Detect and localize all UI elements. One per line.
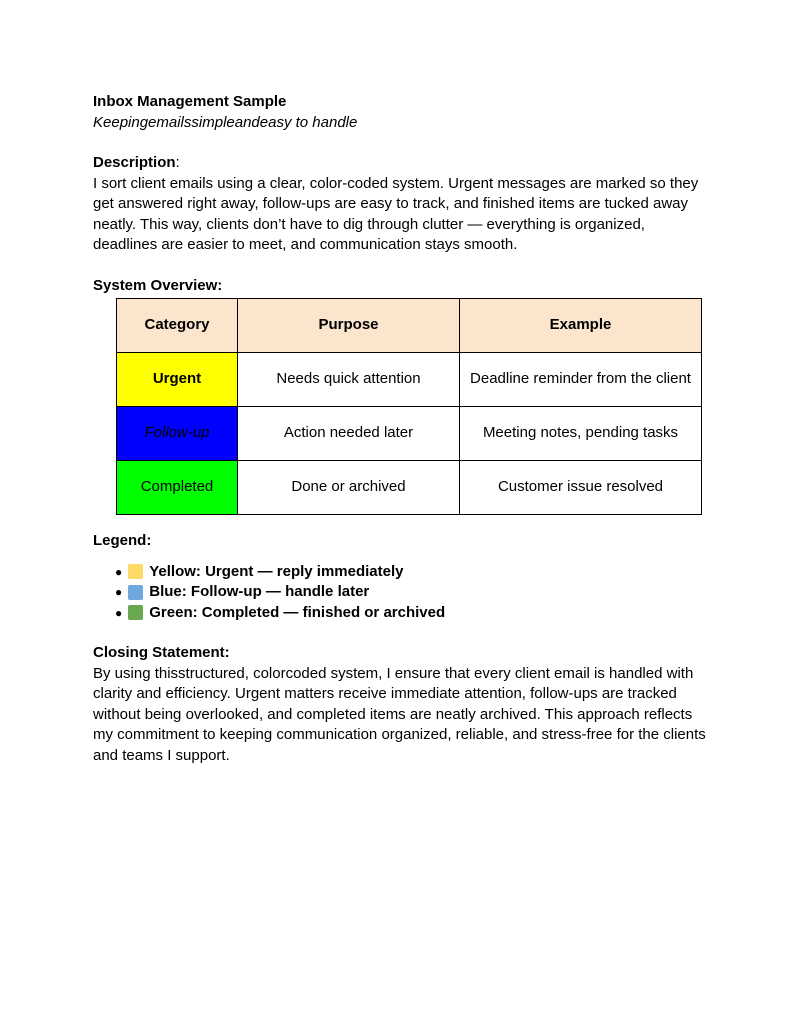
legend-item (115, 582, 713, 603)
legend-item (115, 603, 713, 624)
system-overview-table (116, 298, 702, 515)
closing-heading: Closing Statement: (93, 644, 230, 661)
bullet-icon: ● (115, 564, 123, 579)
table-header-row (117, 299, 702, 353)
description-heading: Description (93, 154, 176, 171)
closing-body: By using thisstructured, colorcoded system, I ensure that every client email is handled with clarity and efficiency. Urgent matters receive immediate attention, follow-ups are tracked without being overlooked, and completed items are neatly archived. This approach reflects my commitment to keeping communication organized, reliable, and stress-free for the clients and teams I support. (93, 664, 706, 764)
legend-list (93, 562, 713, 624)
overview-heading: System Overview: (93, 276, 223, 294)
column-header-example: Example (460, 299, 702, 353)
bullet-icon: ● (115, 585, 123, 599)
category-cell-urgent: Urgent (117, 353, 238, 407)
purpose-cell: Done or archived (238, 461, 460, 515)
document-page (93, 92, 713, 766)
category-cell-follow-up: Follow-up (117, 407, 238, 461)
yellow-square-icon (128, 564, 143, 579)
description-heading-line (93, 153, 713, 174)
example-cell: Deadline reminder from the client (460, 353, 702, 407)
bullet-icon: ● (115, 605, 123, 620)
example-cell: Customer issue resolved (460, 461, 702, 515)
blue-square-icon (128, 585, 143, 600)
purpose-cell: Needs quick attention (238, 353, 460, 407)
table-row (117, 407, 702, 461)
category-cell-completed: Completed (117, 461, 238, 515)
column-header-purpose: Purpose (238, 299, 460, 353)
green-square-icon (128, 605, 143, 620)
document-title: Inbox Management Sample (93, 93, 287, 110)
description-colon: : (175, 154, 180, 171)
description-body: I sort client emails using a clear, color-coded system. Urgent messages are marked so they get answered right away, follow-ups are easy to track, and finished items are tucked away neatly. This way, clients don’t have to dig through clutter — everything is organized, deadlines are easier to meet, and communication stays smooth. (93, 174, 699, 253)
legend-item-label: Yellow: Urgent — reply immediately (149, 562, 404, 580)
table-row (117, 461, 702, 515)
purpose-cell: Action needed later (238, 407, 460, 461)
legend-heading: Legend: (93, 532, 152, 549)
legend-item-label: Blue: Follow-up — handle later (149, 583, 370, 600)
document-subtitle: Keepingemailssimpleandeasy to handle (93, 113, 358, 131)
example-cell: Meeting notes, pending tasks (460, 407, 702, 461)
legend-item (115, 562, 713, 583)
column-header-category: Category (117, 299, 238, 353)
table-row (117, 353, 702, 407)
legend-item-label: Green: Completed — finished or archived (149, 603, 446, 621)
